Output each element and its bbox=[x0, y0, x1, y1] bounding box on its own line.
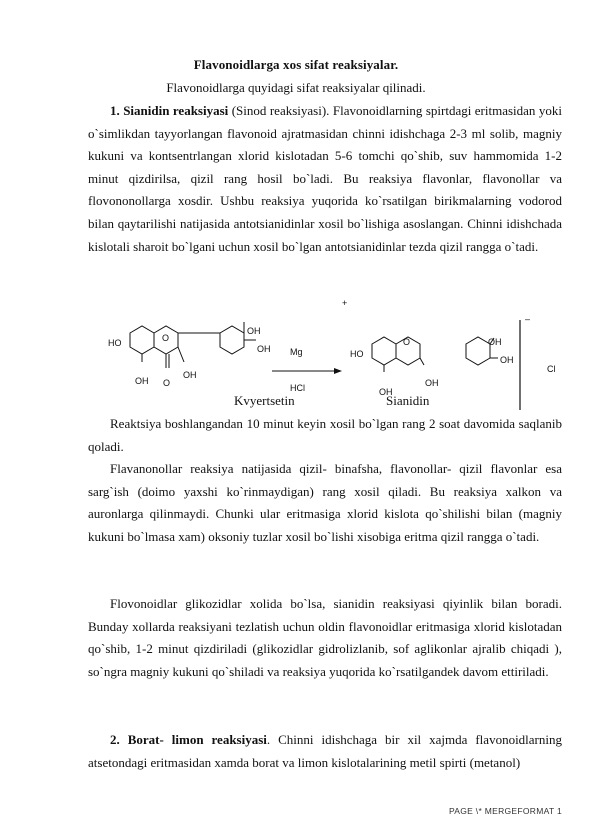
label-o-cyanidin: O bbox=[403, 337, 411, 347]
label-oh-right: OH bbox=[257, 344, 271, 354]
paragraph-2-text: Reaktsiya boshlangandan 10 minut keyin xosil bo`lgan rang 2 soat davomida saqlanib qoladi. bbox=[88, 416, 562, 454]
page-title: Flavonoidlarga xos sifat reaksiyalar. bbox=[193, 57, 399, 72]
paragraph-4-text: Flovonoidlar glikozidlar xolida bo`lsa, sianidin reaksiyasi qiyinlik bilan boradi. Bunday xollarda reaksiyani tezlatish uchun oldin flavonoidlar eritmasiga xlorid kislotadan qo`shib, 1-2 minut qizdiriladi (glikozidlar gidrolizlanib, sof aglikonlar ajralib chiqadi ), so`ngra magniy kukuni qo`shiladi va reaksiya yuqorida ko`rsatilgandek davom ettiriladi. bbox=[88, 596, 562, 679]
paragraph-sianidin bbox=[88, 100, 562, 258]
paragraph-borat bbox=[88, 729, 562, 774]
label-plus: + bbox=[342, 300, 348, 308]
page-subtitle: Flavonoidlarga quyidagi sifat reaksiyalar qilinadi. bbox=[166, 80, 426, 95]
caption-kvyertsetin: Kvyertsetin bbox=[234, 393, 295, 408]
label-oh-bottom: OH bbox=[135, 376, 149, 386]
label-hcl: HCl bbox=[290, 383, 305, 393]
label-oh-cyanidin-bottom: OH bbox=[379, 387, 393, 397]
section-heading-sianidin: 1. Sianidin reaksiyasi bbox=[110, 103, 229, 118]
label-ho: HO bbox=[108, 338, 122, 348]
page-footer: PAGE \* MERGEFORMAT 1 bbox=[448, 806, 562, 816]
label-ho-cyanidin: HO bbox=[350, 349, 364, 359]
label-oh-top: OH bbox=[247, 326, 261, 336]
reaction-scheme bbox=[100, 300, 560, 418]
label-mg: Mg bbox=[290, 347, 303, 357]
paragraph-3-text: Flavanonollar reaksiya natijasida qizil- binafsha, flavonollar- qizil flavonlar esa sarg`ish (doimo yaxshi ko`rinmaydigan) rang xosil qiladi. Bu reaksiya xalkon va auronlarga qilinmaydi. Chunki ular eritmasiga xlorid kislota qo`shilishi bilan (magniy kukuni bo`lmasa xam) oksoniy tuzlar xosil bo`lishi xisobiga eritma qizil rangga o`tadi. bbox=[88, 461, 562, 544]
label-oh-cyanidin-right: OH bbox=[500, 355, 514, 365]
cyanidin-structure bbox=[342, 300, 556, 410]
caption-sianidin: Sianidin bbox=[386, 393, 430, 408]
label-cl: Cl bbox=[547, 364, 556, 374]
paragraph-3 bbox=[88, 458, 562, 548]
label-minus: – bbox=[525, 314, 531, 324]
paragraph-4 bbox=[88, 593, 562, 683]
label-oh-cyanidin-ring: OH bbox=[425, 378, 439, 388]
paragraph-sianidin-text: (Sinod reaksiyasi). Flavonoidlarning spirtdagi eritmasidan yoki o`simlikdan tayyorlangan flavonoid ajratmasidan chinni idishchaga 2-3 ml solib, magniy kukuni va kontsentrlangan xlorid kislotadan 5-6 tomchi qo`shib, suv hammomida 1-2 minut qizdirilsa, qizil rang hosil bo`ladi. Bu reaksiya flavonlar, flavonollar va flovononollarga xosdir. Ushbu reaksiya yuqorida ko`rsatilgan birikmalarning vodorod bilan qaytarilishi natijasida antotsianidinlar xosil bo`lishiga asoslangan. Chinni idishchada kislotali sharoit bo`lgani uchun xosil bo`lgan antotsianidinlar tezda qizil rangga o`tadi. bbox=[88, 103, 562, 254]
section-heading-borat: 2. Borat- limon reaksiyasi bbox=[110, 732, 267, 747]
paragraph-2 bbox=[88, 413, 562, 458]
label-o: O bbox=[162, 333, 170, 343]
label-o-keto: O bbox=[163, 378, 171, 388]
label-oh-cyanidin-top: OH bbox=[488, 337, 502, 347]
reaction-arrow bbox=[272, 347, 342, 393]
paragraph-borat-text: . Chinni idishchaga bir xil xajmda flavonoidlarning atsetondagi eritmasidan xamda borat va limon kislotalarining metil spirti (metanol) bbox=[88, 732, 562, 770]
label-oh-ring: OH bbox=[183, 370, 197, 380]
quercetin-structure bbox=[108, 322, 271, 388]
